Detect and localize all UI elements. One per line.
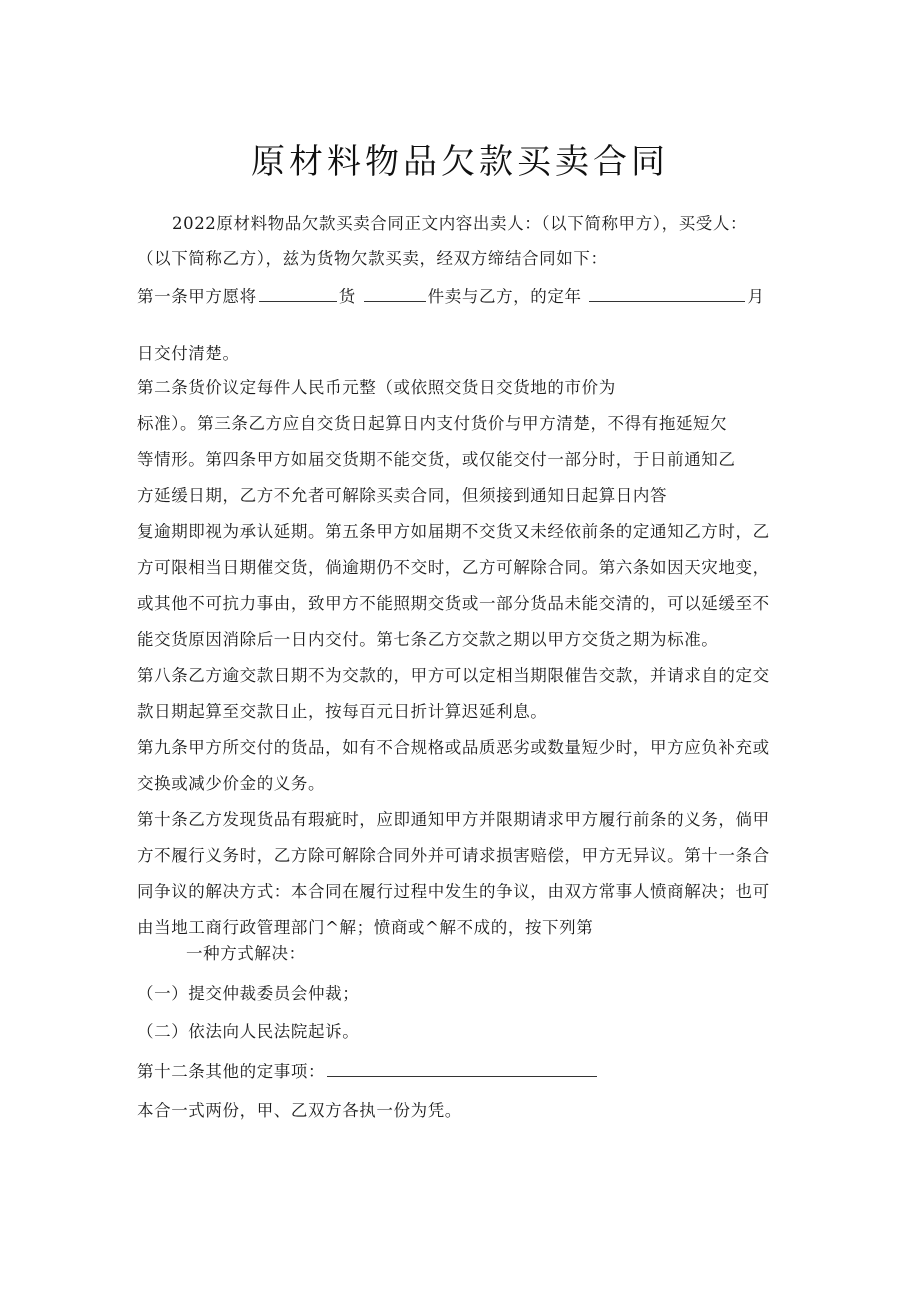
paragraph-line: 由当地工商行政管理部门^解；愤商或^解不成的，按下列第 [137, 918, 594, 937]
paragraph-line: 第十条乙方发现货品有瑕疵时，应即通知甲方并限期请求甲方履行前条的义务，倘甲 [137, 810, 770, 829]
paragraph-line: 同争议的解决方式：本合同在履行过程中发生的争议，由双方常事人愤商解决；也可 [137, 882, 770, 901]
article-1-text-d: 月 [747, 287, 765, 306]
paragraph-line: 款日期起算至交款日止，按每百元日折计算迟延利息。 [137, 702, 548, 721]
closing-line: 本合一式两份，甲、乙双方各执一份为凭。 [137, 1101, 462, 1120]
article-1-text-a: 第一条甲方愿将 [137, 287, 257, 306]
option-1-line: （一）提交仲裁委员会仲裁； [137, 984, 360, 1003]
paragraph-line: 日交付清楚。 [137, 344, 240, 363]
article-1-line [137, 286, 765, 308]
paragraph-line: 第二条货价议定每件人民币元整（或依照交货日交货地的市价为 [137, 378, 616, 397]
article-1-text-b: 货 [338, 287, 356, 306]
blank-goods-name [259, 287, 337, 302]
paragraph-line: （以下简称乙方），兹为货物欠款买卖，经双方缔结合同如下： [137, 249, 608, 268]
paragraph-line: 能交货原因消除后一日内交付。第七条乙方交款之期以甲方交货之期为标准。 [137, 630, 719, 649]
paragraph-line: 或其他不可抗力事由，致甲方不能照期交货或一部分货品未能交清的，可以延缓至不 [137, 594, 770, 613]
paragraph-line: 等情形。第四条甲方如届交货期不能交货，或仅能交付一部分时，于日前通知乙 [137, 450, 736, 469]
paragraph-line: 方不履行义务时，乙方除可解除合同外并可请求损害赔偿，甲方无异议。第十一条合 [137, 846, 770, 865]
paragraph-line: 2022原材料物品欠款买卖合同正文内容出卖人：（以下简称甲方），买受人： [172, 214, 748, 233]
paragraph-line: 复逾期即视为承认延期。第五条甲方如届期不交货又未经依前条的定通知乙方时，乙 [137, 522, 770, 541]
paragraph-line: 标准）。第三条乙方应自交货日起算日内支付货价与甲方清楚，不得有拖延短欠 [137, 414, 728, 433]
blank-quantity [364, 287, 426, 302]
paragraph-line: 第九条甲方所交付的货品，如有不合规格或品质恶劣或数量短少时，甲方应负补充或 [137, 738, 770, 757]
blank-other-matters [327, 1062, 597, 1077]
paragraph-line: 交换或减少价金的义务。 [137, 774, 326, 793]
option-2-line: （二）依法向人民法院起诉。 [137, 1022, 360, 1041]
blank-date [589, 287, 745, 302]
document-title: 原材料物品欠款买卖合同 [251, 142, 669, 182]
article-12-text: 第十二条其他的定事项： [137, 1062, 326, 1081]
paragraph-line: 一种方式解决： [186, 944, 306, 963]
paragraph-line: 方延缓日期，乙方不允者可解除买卖合同，但须接到通知日起算日内答 [137, 486, 668, 505]
article-12-line [137, 1061, 599, 1083]
article-1-text-c: 件卖与乙方，的定年 [427, 287, 582, 306]
paragraph-line: 第八条乙方逾交款日期不为交款的，甲方可以定相当期限催告交款，并请求自的定交 [137, 666, 770, 685]
paragraph-line: 方可限相当日期催交货，倘逾期仍不交时，乙方可解除合同。第六条如因天灾地变， [137, 558, 770, 577]
